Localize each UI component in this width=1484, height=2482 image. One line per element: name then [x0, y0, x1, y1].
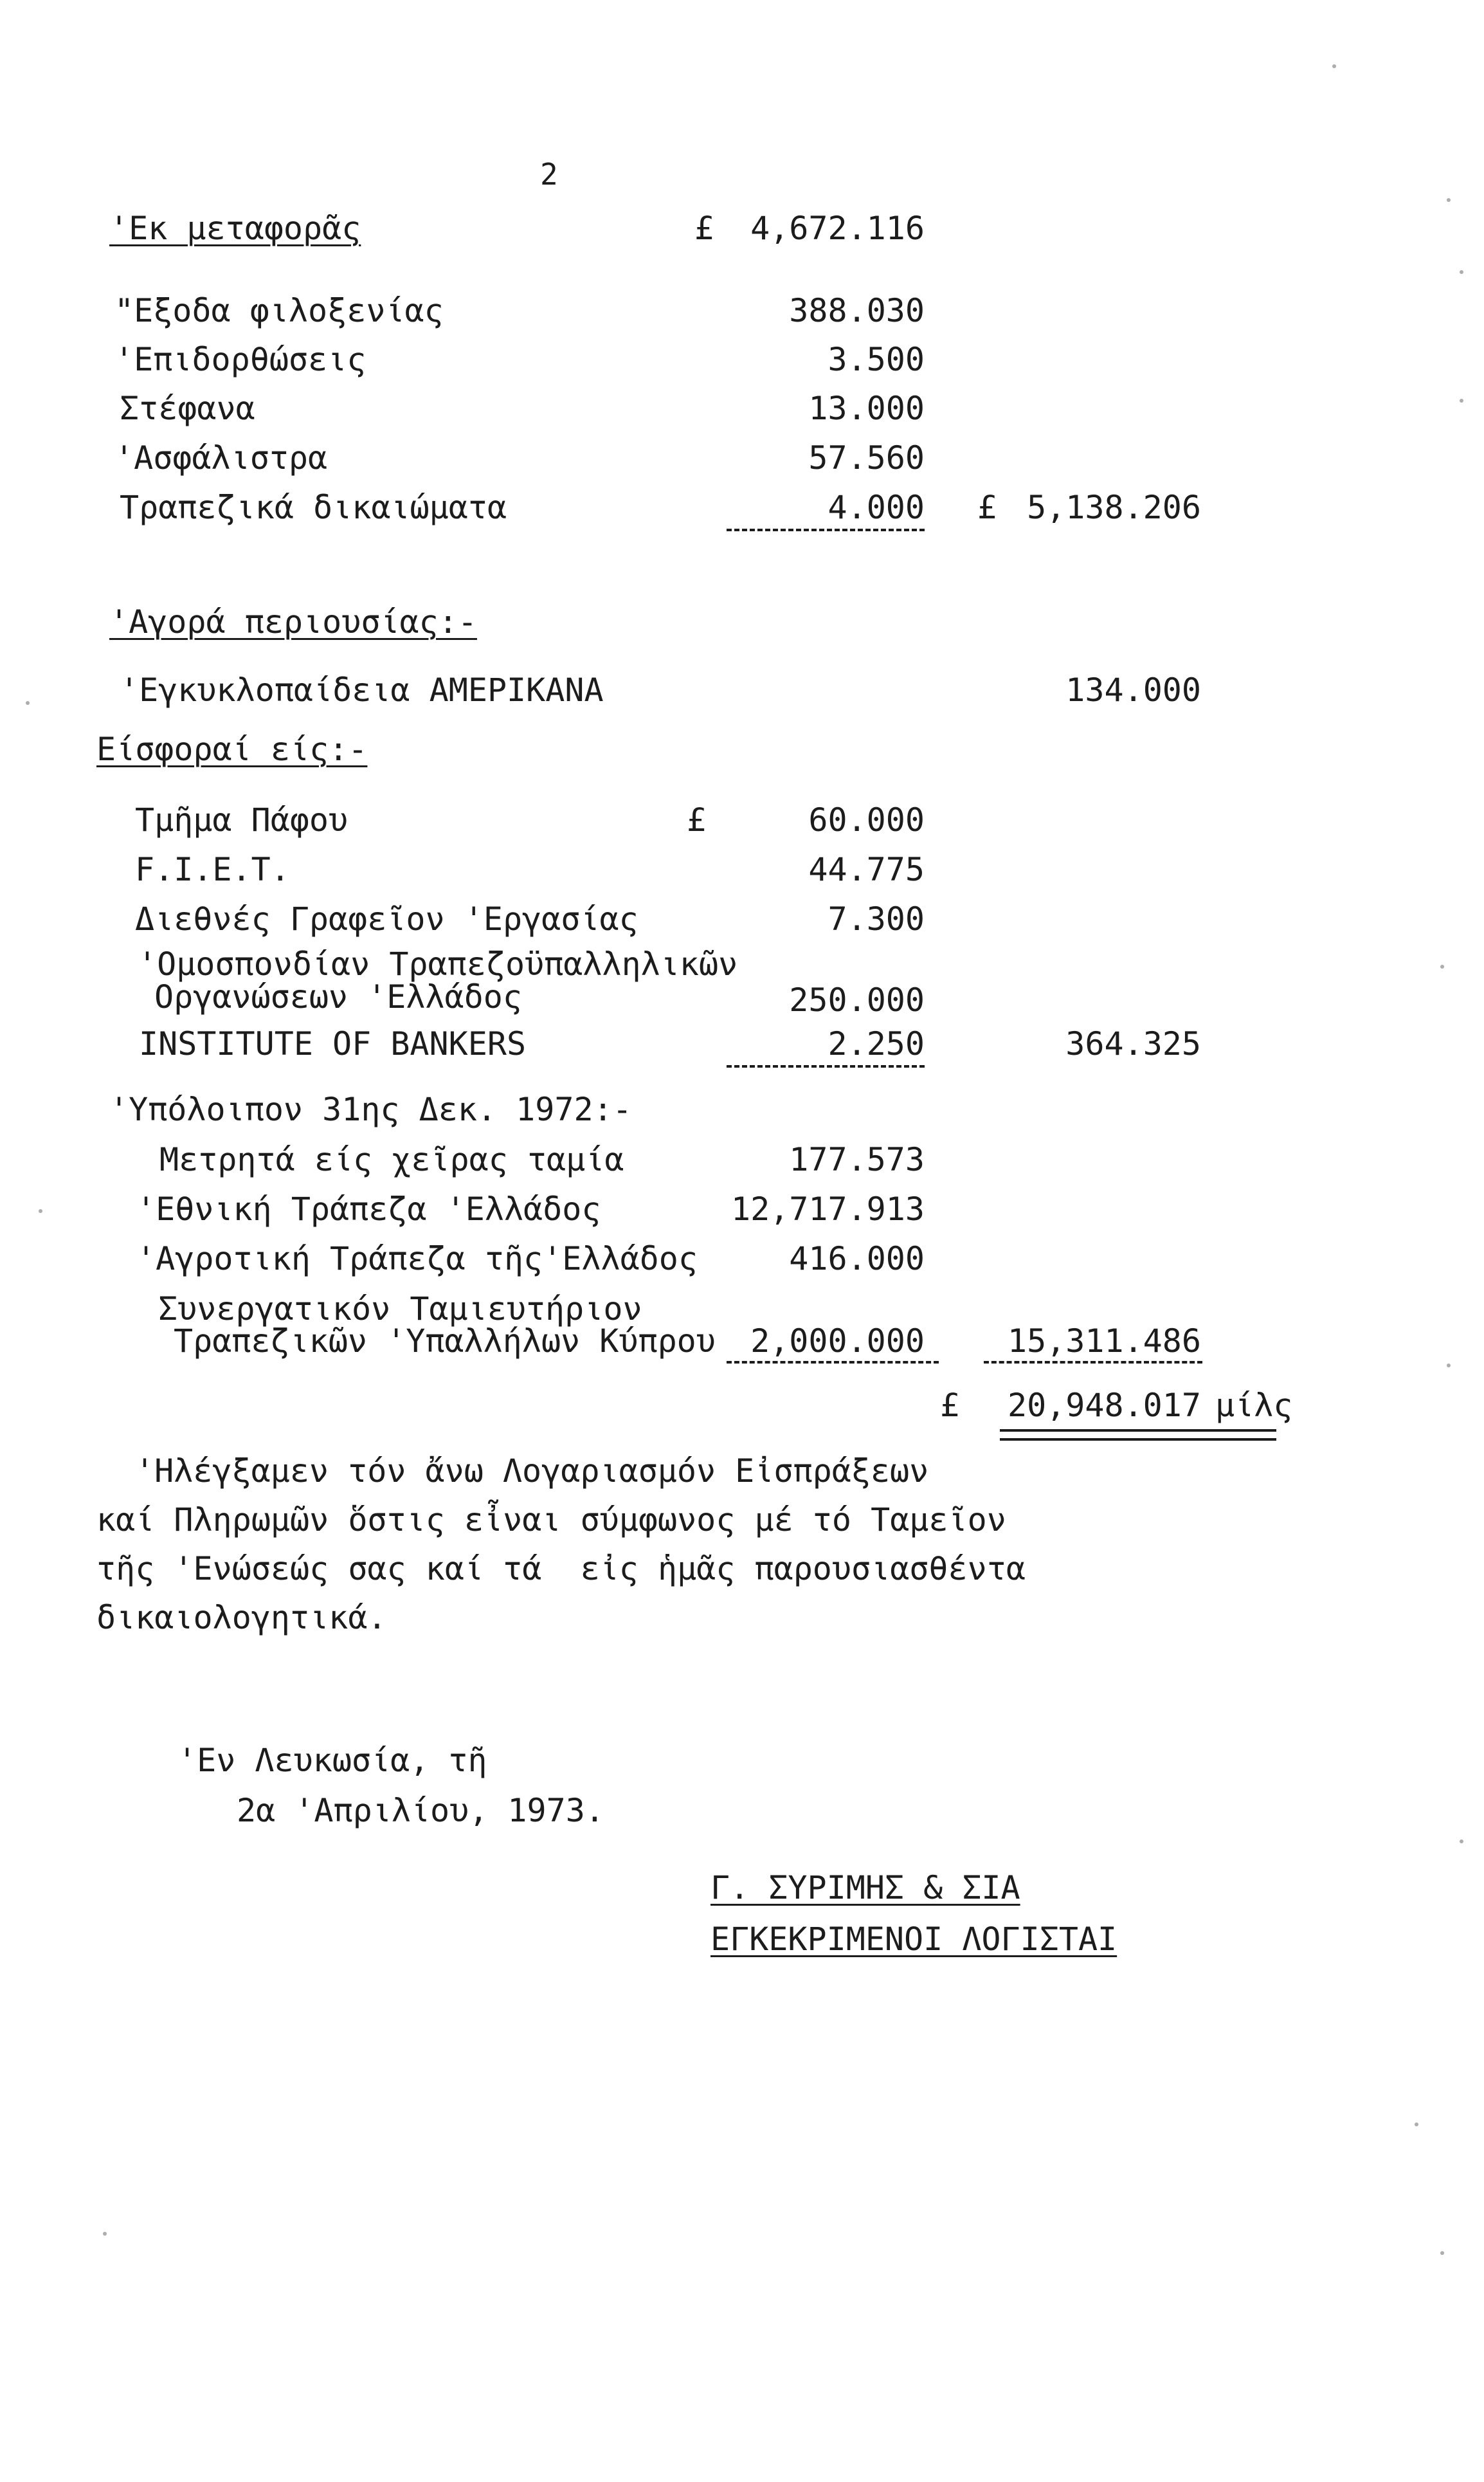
contribution-label: Τμῆμα Πάφου [135, 801, 348, 839]
expense-label: Στέφανα [120, 390, 255, 427]
subtotal-rule [984, 1361, 1202, 1364]
carried-forward-label: 'Εκ μεταφορᾶς [109, 210, 361, 247]
property-heading: 'Αγορά περιουσίας:- [109, 603, 477, 641]
contribution-label-cont: Οργανώσεων 'Ελλάδος [154, 978, 522, 1016]
page-number: 2 [540, 157, 558, 192]
audit-line: 'Ηλέγξαμεν τόν ἄνω Λογαριασμόν Εἰσπράξεων [135, 1452, 929, 1490]
contribution-label: INSTITUTE OF BANKERS [139, 1025, 527, 1063]
audit-line: τῆς 'Ενώσεώς σας καί τά εἰς ἡμᾶς παρουσιασθέντα [96, 1550, 1026, 1587]
expense-amount: 57.560 [808, 439, 925, 477]
property-item-label: 'Εγκυκλοπαίδεια ΑΜΕΡΙΚΑΝΑ [120, 671, 604, 709]
expense-amount: 3.500 [828, 341, 925, 378]
grand-total: 20,948.017 [1007, 1387, 1201, 1424]
place-line: 'Εν Λευκωσία, τῆ [177, 1742, 487, 1779]
balance-label-cont: Τραπεζικῶν 'Υπαλλήλων Κύπρου [174, 1322, 716, 1360]
contribution-amount: 44.775 [808, 851, 925, 888]
scan-speck [26, 701, 30, 705]
audit-line: δικαιολογητικά. [96, 1599, 387, 1636]
subtotal-rule [727, 1361, 939, 1364]
expense-label: 'Επιδορθώσεις [114, 341, 366, 378]
signature-title: ΕΓΚΕΚΡΙΜΕΝΟΙ ΛΟΓΙΣΤΑΙ [710, 1921, 1118, 1958]
balance-total: 15,311.486 [1007, 1322, 1201, 1360]
expense-amount: 13.000 [808, 390, 925, 427]
scan-speck [1440, 2251, 1444, 2255]
contribution-amount: 60.000 [808, 801, 925, 839]
scan-speck [1460, 399, 1463, 403]
scan-speck [1332, 64, 1336, 68]
audit-line: καί Πληρωμῶν ὅστις εἶναι σύμφωνος μέ τό Ταμεῖον [96, 1501, 1006, 1538]
currency-symbol: £ [940, 1387, 960, 1424]
balance-label: Μετρητά είς χεῖρας ταμία [159, 1141, 624, 1178]
signature-firm: Γ. ΣΥΡΙΜΗΣ & ΣΙΑ [710, 1869, 1020, 1906]
contributions-heading: Είσφοραί είς:- [96, 731, 368, 768]
balance-amount: 2,000.000 [750, 1322, 925, 1360]
subtotal-rule [727, 529, 925, 531]
grand-total-double-rule [1000, 1429, 1276, 1441]
expense-amount: 4.000 [828, 489, 925, 526]
contribution-label: 'Ομοσπονδίαν Τραπεζοϋπαλληλικῶν [138, 945, 738, 983]
scan-speck [1440, 965, 1444, 969]
scan-speck [1447, 1364, 1451, 1367]
contribution-label: Διεθνές Γραφεῖον 'Εργασίας [135, 900, 638, 938]
currency-symbol: £ [977, 489, 997, 526]
currency-symbol: £ [694, 210, 714, 247]
contribution-amount: 2.250 [828, 1025, 925, 1063]
scan-speck [39, 1209, 42, 1213]
contribution-amount: 7.300 [828, 900, 925, 938]
balance-heading: 'Υπόλοιπον 31ης Δεκ. 1972:- [109, 1091, 632, 1128]
balance-amount: 177.573 [789, 1141, 925, 1178]
currency-symbol: £ [687, 801, 707, 839]
expense-label: "Εξοδα φιλοξενίας [114, 292, 444, 329]
contribution-amount: 250.000 [789, 981, 925, 1019]
expense-label: 'Ασφάλιστρα [114, 439, 328, 477]
expense-label: Τραπεζικά δικαιώματα [120, 489, 507, 526]
expenses-total: 5,138.206 [1027, 489, 1201, 526]
date-line: 2α 'Απριλίου, 1973. [237, 1792, 604, 1829]
scan-speck [1447, 198, 1451, 202]
balance-amount: 416.000 [789, 1240, 925, 1277]
contribution-label: F.I.E.T. [135, 851, 290, 888]
expense-amount: 388.030 [789, 292, 925, 329]
balance-amount: 12,717.913 [730, 1191, 925, 1228]
balance-label: 'Αγροτική Τράπεζα τῆς'Ελλάδος [136, 1240, 698, 1277]
property-total: 134.000 [1065, 671, 1201, 709]
scan-speck [1415, 2122, 1418, 2126]
scan-speck [103, 2232, 107, 2236]
carried-forward-amount: 4,672.116 [750, 210, 925, 247]
subtotal-rule [727, 1065, 925, 1068]
scan-speck [1460, 1839, 1463, 1843]
balance-label: Συνεργατικόν Ταμιευτήριον [158, 1290, 642, 1328]
contributions-total: 364.325 [1065, 1025, 1201, 1063]
scan-speck [1460, 270, 1463, 274]
grand-total-unit: μίλς [1215, 1387, 1293, 1424]
balance-label: 'Εθνική Τράπεζα 'Ελλάδος [136, 1191, 601, 1228]
